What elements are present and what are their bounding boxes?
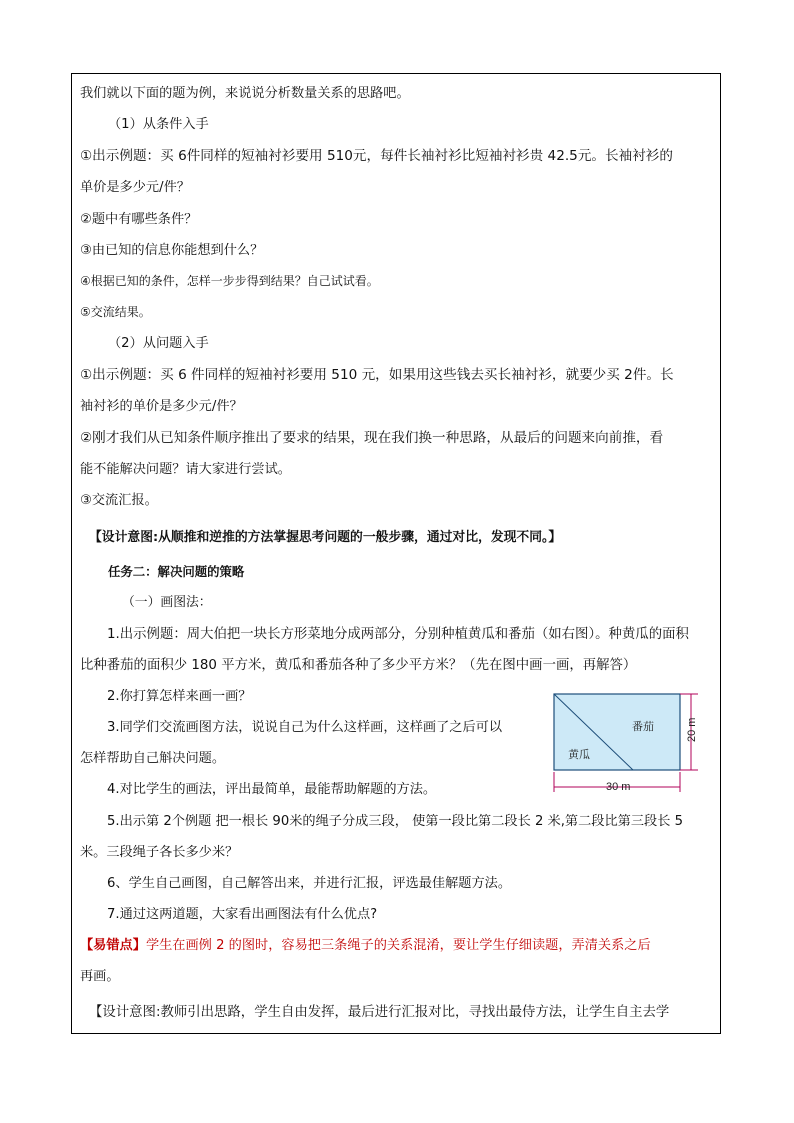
example-1-line-2: 单价是多少元/件？ [80,180,190,195]
common-mistake-tag: 【易错点】 [80,938,146,953]
drawing-example-2-line-1: 5.出示第 2个例题 把一根长 90米的绳子分成三段， 使第一段比第二段长 2 米,第二段比第三段长 5 [107,814,684,829]
common-mistake-text: 学生在画例 2 的图时，容易把三条绳子的关系混淆，要让学生仔细读题，弄清关系之后 [145,938,651,953]
drawing-step-6: 6、学生自己画图，自己解答出来，并进行汇报，评选最佳解题方法。 [107,876,512,891]
vegetable-plot-diagram [550,692,700,796]
report-line: ③交流汇报。 [80,493,158,508]
tomato-label: 番茄 [632,720,654,733]
drawing-example-1-line-2: 比种番茄的面积少 180 平方米，黄瓜和番茄各种了多少平方米？（先在图中画一画，再解答） [80,658,637,673]
section-heading-question: （2）从问题入手 [108,336,209,351]
drawing-step-3-line-1: 3.同学们交流画图方法，说说自己为什么这样画，这样画了之后可以 [107,720,503,735]
reverse-thinking-line-1: ②刚才我们从已知条件顺序推出了要求的结果，现在我们换一种思路，从最后的问题来向前推，看 [80,430,664,446]
section-heading-conditions: （1）从条件入手 [108,117,209,132]
drawing-example-2-line-2: 米。三段绳子各长多少米？ [80,845,239,860]
height-label: 20 m [686,717,698,742]
drawing-example-1-line-1: 1.出示例题：周大伯把一块长方形菜地分成两部分，分别种植黄瓜和番茄（如右图）。种黄瓜的面积 [107,627,689,642]
design-intent-2: 【设计意图:教师引出思路，学生自由发挥，最后进行汇报对比，寻找出最侍方法，让学生自主去学 [89,1005,670,1020]
drawing-step-4: 4.对比学生的画法，评出最简单，最能帮助解题的方法。 [107,782,437,797]
cucumber-label: 黄瓜 [568,748,590,761]
example-1-line-1: ①出示例题：买 6件同样的短袖衬衫要用 510元，每件长袖衬衫比短袖衬衫贵 42.5元。长袖衬衫的 [80,148,673,164]
example-2-line-1: ①出示例题：买 6 件同样的短袖衬衫要用 510 元，如果用这些钱去买长袖衬衫，就要少买 2件。长 [80,367,674,383]
task-2-heading: 任务二：解决问题的策略 [108,564,245,579]
width-label: 30 m [606,781,631,793]
common-mistake-line-2: 再画。 [80,969,120,984]
step-3-line: ③由已知的信息你能想到什么？ [80,243,264,258]
step-5-line: ⑤交流结果。 [80,305,151,319]
design-intent-1: 【设计意图:从顺推和逆推的方法掌握思考问题的一般步骤，通过对比，发现不同。】 [89,530,562,545]
step-4-line: ④根据已知的条件，怎样一步步得到结果？自己试试看。 [80,274,379,288]
common-mistake-line-1 [80,939,651,952]
step-2-line: ②题中有哪些条件？ [80,212,198,227]
drawing-method-heading: （一）画图法： [122,595,212,610]
reverse-thinking-line-2: 能不能解决问题？请大家进行尝试。 [80,462,291,477]
example-2-line-2: 袖衬衫的单价是多少元/件？ [80,399,243,414]
drawing-step-2: 2.你打算怎样来画一画？ [107,689,252,704]
drawing-step-7: 7.通过这两道题，大家看出画图法有什么优点? [107,907,378,922]
drawing-step-3-line-2: 怎样帮助自己斛决问题。 [80,751,226,766]
intro-line: 我们就以下面的题为例，来说说分析数量关系的思路吧。 [80,86,410,101]
